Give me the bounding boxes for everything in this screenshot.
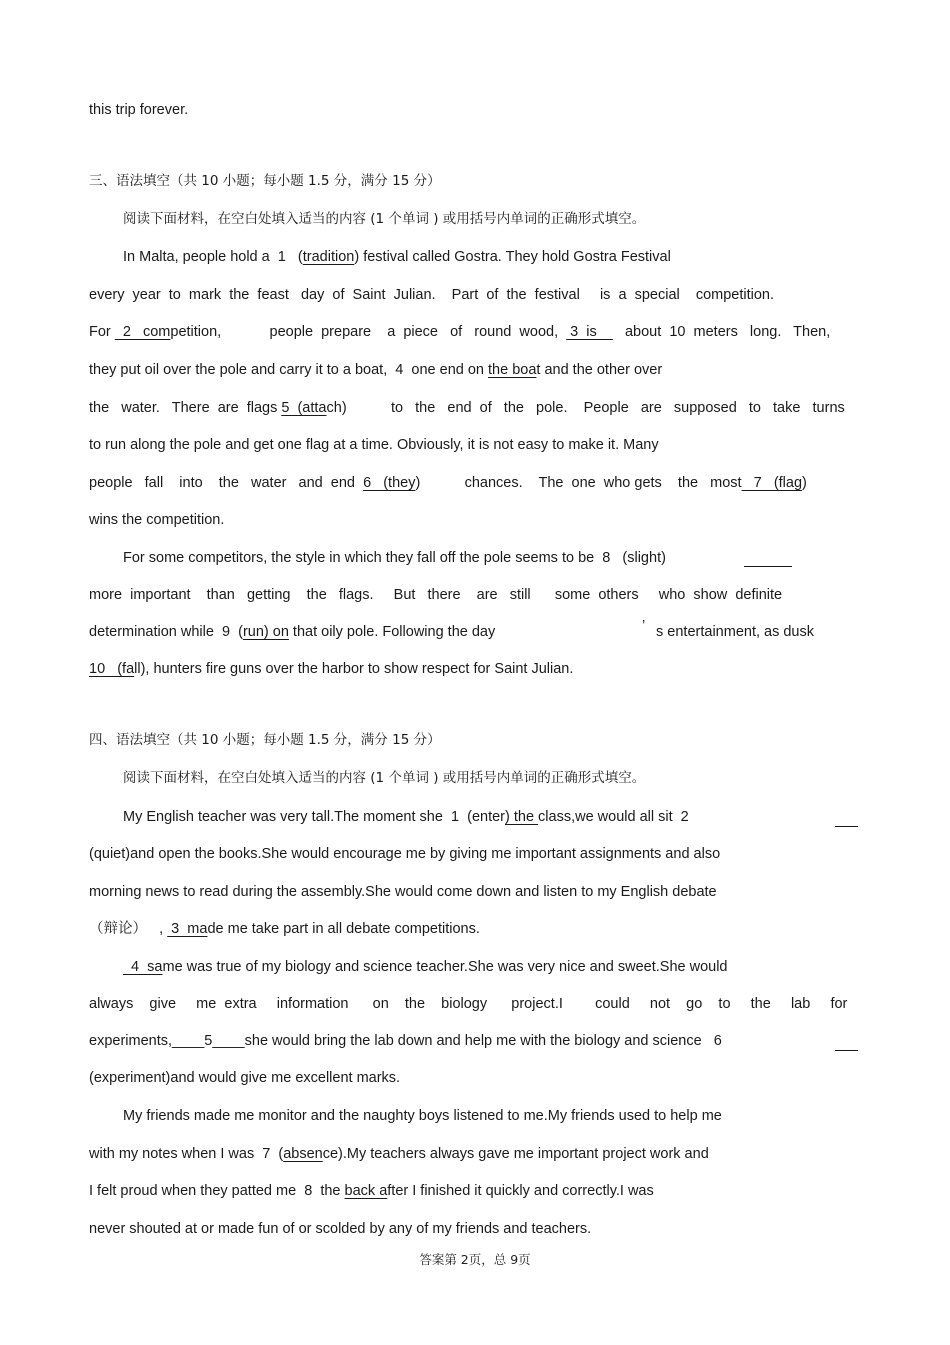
passage2-line: I felt proud when they patted me 8 the back after I finished it quickly and correctly.I was (89, 1183, 654, 1199)
answer-blank (835, 1050, 858, 1051)
section-3-instruction: 阅读下面材料，在空白处填入适当的内容 (1 个单词 ) 或用括号内单词的正确形式填空。 (123, 211, 646, 227)
passage2-line: never shouted at or made fun of or scolded by any of my friends and teachers. (89, 1221, 592, 1237)
passage1-line: 10 (fall), hunters fire guns over the harbor to show respect for Saint Julian. (89, 661, 574, 677)
passage2-line: My English teacher was very tall.The moment she 1 (enter) the class,we would all sit 2 (123, 809, 689, 825)
passage2-line: My friends made me monitor and the naughty boys listened to me.My friends used to help me (123, 1108, 722, 1124)
section-4-heading: 四、语法填空（共 10 小题；每小题 1.5 分，满分 15 分） (89, 732, 441, 748)
passage1-line: the water. There are flags 5 (attach) to the end of the pole. People are supposed to take turns (89, 400, 845, 416)
passage2-line: （辩论） , 3 made me take part in all debate competitions. (89, 921, 480, 937)
passage2-line: always give me extra information on the biology project.I could not go to the lab for (89, 996, 848, 1012)
passage2-line: experiments,____5____she would bring the lab down and help me with the biology and science 6 (89, 1033, 722, 1049)
passage1-line-tail: s entertainment, as dusk (652, 624, 814, 640)
passage2-line: with my notes when I was 7 (absence).My teachers always gave me important project work and (89, 1146, 709, 1162)
passage1-line: more important than getting the flags. But there are still some others who show definite (89, 587, 783, 603)
apostrophe: ’ (642, 618, 646, 634)
passage1-line: people fall into the water and end 6 (they) chances. The one who gets the most 7 (flag) (89, 475, 807, 491)
section-3-heading: 三、语法填空（共 10 小题；每小题 1.5 分，满分 15 分） (89, 173, 441, 189)
passage1-line: For 2 competition, people prepare a piece of round wood, 3 is about 10 meters long. Then, (89, 324, 831, 340)
intro-tail: this trip forever. (89, 102, 189, 118)
passage1-line: In Malta, people hold a 1 (tradition) festival called Gostra. They hold Gostra Festival (123, 249, 671, 265)
passage2-line: (quiet)and open the books.She would encourage me by giving me important assignments and also (89, 846, 721, 862)
passage1-line: For some competitors, the style in which they fall off the pole seems to be 8 (slight) (123, 550, 666, 566)
passage2-line: 4 same was true of my biology and science teacher.She was very nice and sweet.She would (123, 959, 728, 975)
answer-blank (835, 826, 858, 827)
passage1-line: determination while 9 (run) on that oily pole. Following the day (89, 624, 496, 640)
passage2-line: (experiment)and would give me excellent marks. (89, 1070, 401, 1086)
passage1-line: to run along the pole and get one flag at a time. Obviously, it is not easy to make it. Many (89, 437, 659, 453)
passage1-line: every year to mark the feast day of Saint Julian. Part of the festival is a special competition. (89, 287, 775, 303)
answer-blank (744, 566, 792, 567)
passage2-line: morning news to read during the assembly.She would come down and listen to my English debate (89, 884, 717, 900)
page-footer: 答案第 2页，总 9页 (419, 1252, 531, 1267)
passage1-line: wins the competition. (89, 512, 225, 528)
section-4-instruction: 阅读下面材料，在空白处填入适当的内容 (1 个单词 ) 或用括号内单词的正确形式填空。 (123, 770, 646, 786)
passage1-line: they put oil over the pole and carry it to a boat, 4 one end on the boat and the other over (89, 362, 663, 378)
